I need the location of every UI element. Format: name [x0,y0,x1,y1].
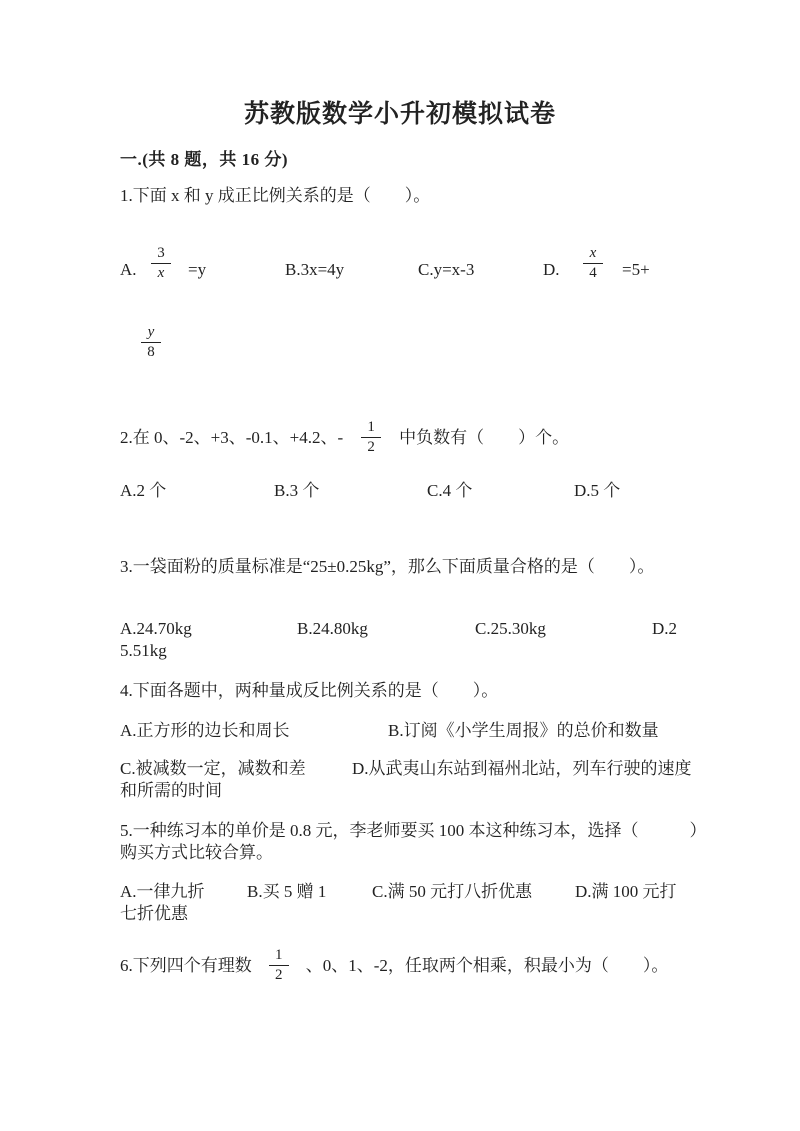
q4-option-c: C.被减数一定，减数和差 [120,759,306,778]
q2-fraction [361,418,381,457]
q3-option-b: B.24.80kg [297,619,368,638]
q6-fraction [269,946,289,985]
fraction-denominator: 8 [141,342,161,362]
q5-option-d-wrap: 七折优惠 [120,904,188,923]
q2-stem-pre: 2.在 0、-2、+3、-0.1、+4.2、- [120,427,344,447]
q4-option-d-wrap: 和所需的时间 [120,781,222,800]
question-5-stem-line1: 5.一种练习本的单价是 0.8 元，李老师要买 100 本这种练习本，选择（ ） [120,821,707,840]
fraction-numerator: 1 [367,419,375,435]
q1-option-d-tail: =5+ [622,260,650,279]
q3-option-c: C.25.30kg [475,619,546,638]
q4-option-d: D.从武夷山东站到福州北站，列车行驶的速度 [352,759,692,778]
q4-option-b: B.订阅《小学生周报》的总价和数量 [388,721,659,740]
q2-stem-post: 中负数有（ ）个。 [399,427,570,447]
q2-option-b: B.3 个 [274,481,320,500]
section-header: 一.(共 8 题，共 16 分) [120,150,289,169]
q3-option-a: A.24.70kg [120,619,192,638]
q1-option-d-fraction [583,244,603,283]
q1-option-b: B.3x=4y [285,260,345,279]
fraction-numerator: 1 [275,947,283,963]
q2-option-a: A.2 个 [120,481,167,500]
q2-option-d: D.5 个 [574,481,621,500]
question-3-stem: 3.一袋面粉的质量标准是“25±0.25kg”，那么下面质量合格的是（ ）。 [120,557,655,576]
fraction-denominator: 4 [583,263,603,283]
q6-stem-pre: 6.下列四个有理数 [120,955,252,975]
fraction-denominator: x [151,263,171,283]
q2-option-c: C.4 个 [427,481,473,500]
q1-option-d-label: D. [543,260,560,279]
question-6-stem [120,946,668,985]
q3-option-d-wrap: 5.51kg [120,641,167,660]
fraction-numerator: 3 [157,245,165,261]
q5-option-d: D.满 100 元打 [575,882,677,901]
q3-option-d: D.2 [652,619,678,638]
q6-stem-post: 、0、1、-2，任取两个相乘，积最小为（ ）。 [305,955,669,975]
fraction-numerator: x [589,245,597,261]
question-4-stem: 4.下面各题中，两种量成反比例关系的是（ ）。 [120,681,499,700]
q1-option-c: C.y=x-3 [418,260,475,279]
q1-option-a-label: A. [120,260,137,279]
fraction-denominator: 2 [269,965,289,985]
page-title: 苏教版数学小升初模拟试卷 [243,101,556,128]
q1-option-a-tail: =y [188,260,207,279]
q4-option-a: A.正方形的边长和周长 [120,721,290,740]
q5-option-c: C.满 50 元打八折优惠 [372,882,533,901]
fraction-denominator: 2 [361,437,381,457]
fraction-numerator: y [147,324,155,340]
question-5-stem-line2: 购买方式比较合算。 [120,843,273,862]
q5-option-b: B.买 5 赠 1 [247,882,327,901]
q5-option-a: A.一律九折 [120,882,205,901]
question-1-stem: 1.下面 x 和 y 成正比例关系的是（ ）。 [120,186,431,205]
q1-option-d-fraction-2 [141,323,161,362]
q1-option-a-fraction [151,244,171,283]
question-2-stem [120,418,569,457]
